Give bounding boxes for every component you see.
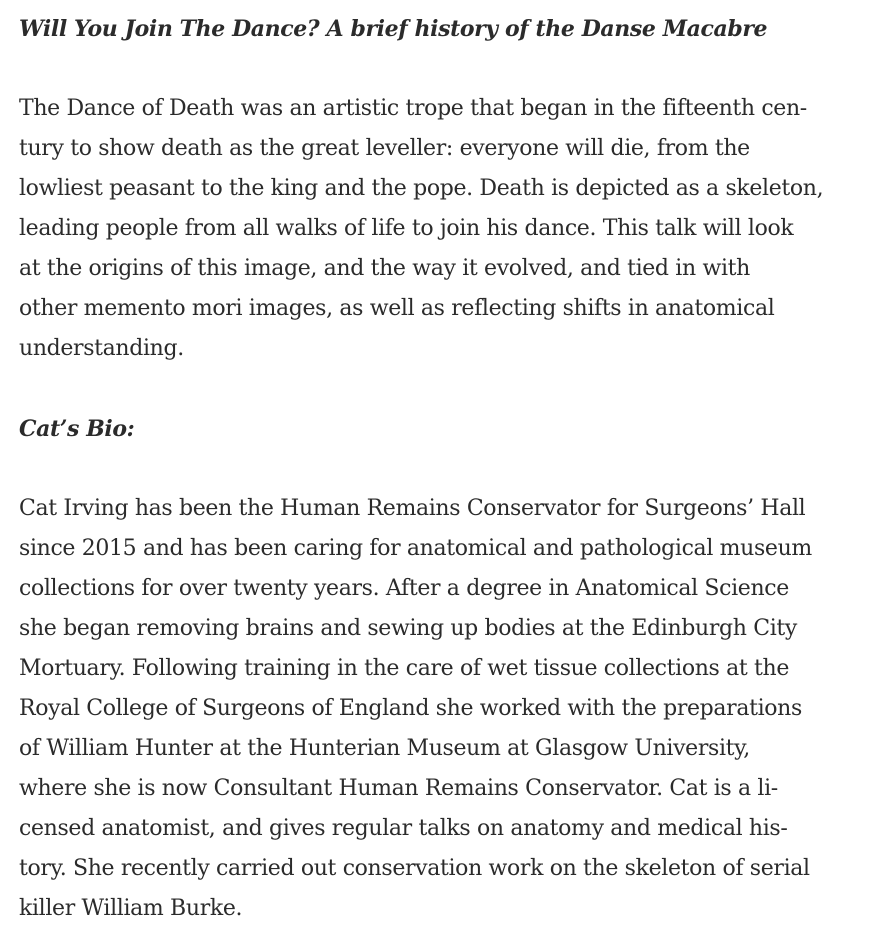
description-line: other memento mori images, as well as reflecting shifts in anatomical	[19, 296, 775, 321]
bio-line: since 2015 and has been caring for anatomical and pathological museum	[19, 536, 812, 561]
bio-line: Mortuary. Following training in the care of wet tissue collections at the	[19, 656, 789, 681]
bio-heading: Cat’s Bio:	[19, 416, 135, 442]
bio-line: tory. She recently carried out conservation work on the skeleton of serial	[19, 856, 810, 881]
spacer	[19, 369, 859, 409]
spacer	[19, 449, 859, 489]
bio-line: censed anatomist, and gives regular talks on anatomy and medical his-	[19, 816, 788, 841]
bio-line: of William Hunter at the Hunterian Museum at Glasgow University,	[19, 736, 750, 761]
bio-text	[19, 489, 859, 929]
description-line: understanding.	[19, 336, 184, 361]
talk-description	[19, 89, 859, 369]
talk-title: Will You Join The Dance? A brief history of the Danse Macabre	[19, 16, 768, 42]
bio-line: where she is now Consultant Human Remains Conservator. Cat is a li-	[19, 776, 778, 801]
bio-line: Cat Irving has been the Human Remains Conservator for Surgeons’ Hall	[19, 496, 806, 521]
description-line: The Dance of Death was an artistic trope that began in the fifteenth cen-	[19, 96, 807, 121]
spacer	[19, 49, 859, 89]
bio-line: killer William Burke.	[19, 896, 243, 921]
bio-line: she began removing brains and sewing up bodies at the Edinburgh City	[19, 616, 797, 641]
bio-line: Royal College of Surgeons of England she worked with the preparations	[19, 696, 802, 721]
description-line: lowliest peasant to the king and the pope. Death is depicted as a skeleton,	[19, 176, 824, 201]
description-line: leading people from all walks of life to join his dance. This talk will look	[19, 216, 794, 241]
bio-line: collections for over twenty years. After a degree in Anatomical Science	[19, 576, 789, 601]
description-line: tury to show death as the great leveller: everyone will die, from the	[19, 136, 750, 161]
article-body	[19, 0, 859, 929]
description-line: at the origins of this image, and the way it evolved, and tied in with	[19, 256, 750, 281]
